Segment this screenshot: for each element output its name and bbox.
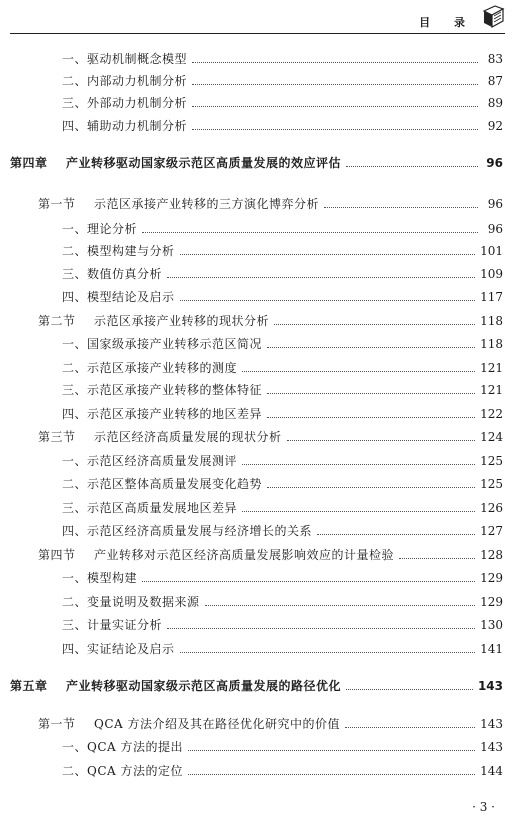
- dot-leader: [274, 324, 475, 325]
- dot-leader: [188, 774, 475, 775]
- toc-item-row: [62, 90, 503, 110]
- toc-page-number: 92: [487, 119, 503, 133]
- toc-entry-title: [38, 430, 282, 444]
- dot-leader: [205, 605, 476, 606]
- toc-entry-title: [62, 74, 187, 88]
- toc-entry-number: 第四节: [38, 548, 76, 562]
- toc-page-number: 126: [480, 501, 503, 515]
- toc-page-number: 144: [480, 764, 503, 778]
- dot-leader: [167, 628, 475, 629]
- toc-entry-title: [62, 244, 175, 258]
- header-title: 目 录: [419, 16, 475, 29]
- toc-entry-title: [62, 119, 187, 133]
- book-icon: [481, 3, 505, 29]
- toc-section-row: [38, 191, 503, 211]
- toc-page-number: 129: [480, 595, 503, 609]
- toc-entry-title: [62, 96, 187, 110]
- toc-page-number: 130: [480, 618, 503, 632]
- toc-item-row: [62, 355, 503, 375]
- toc-entry-text: 二、变量说明及数据来源: [62, 595, 200, 609]
- toc-item-row: [62, 46, 503, 66]
- dot-leader: [267, 487, 475, 488]
- toc-entry-text: 一、驱动机制概念模型: [62, 52, 188, 66]
- toc-page-number: 87: [487, 74, 503, 88]
- toc-entry-text: 三、示范区承接产业转移的整体特征: [62, 383, 263, 397]
- toc-entry-text: 四、模型结论及启示: [62, 290, 175, 304]
- toc-page-number: 121: [480, 383, 503, 397]
- toc-item-row: [62, 216, 503, 236]
- toc-item-row: [62, 518, 503, 538]
- toc-entry-title: [38, 548, 394, 562]
- toc-item-row: [62, 284, 503, 304]
- toc-page-number: 129: [480, 571, 503, 585]
- toc-entry-title: [10, 679, 341, 693]
- toc-entry-number: 第三节: [38, 430, 76, 444]
- dot-leader: [188, 750, 475, 751]
- dot-leader: [180, 652, 476, 653]
- toc-item-row: [62, 448, 503, 468]
- toc-entry-title: [62, 407, 262, 421]
- toc-page-number: 127: [480, 524, 503, 538]
- dot-leader: [267, 393, 475, 394]
- toc-entry-number: 第一节: [38, 197, 76, 211]
- dot-leader: [192, 62, 478, 63]
- toc-entry-text: 二、模型构建与分析: [62, 244, 175, 258]
- dot-leader: [346, 166, 478, 167]
- toc-entry-title: [62, 595, 200, 609]
- toc-page-number: 118: [480, 314, 503, 328]
- dot-leader: [167, 277, 475, 278]
- toc-page-number: 125: [480, 477, 503, 491]
- dot-leader: [287, 440, 476, 441]
- toc-page-number: 125: [480, 454, 503, 468]
- toc-entry-text: 二、示范区承接产业转移的测度: [62, 361, 238, 375]
- toc-entry-title: [62, 618, 162, 632]
- dot-leader: [242, 511, 475, 512]
- dot-leader: [180, 300, 476, 301]
- toc-page-number: 89: [487, 96, 503, 110]
- dot-leader: [192, 106, 478, 107]
- toc-entry-text: 四、辅助动力机制分析: [62, 119, 188, 133]
- toc-item-row: [62, 734, 503, 754]
- toc-chapter-row: [10, 673, 503, 693]
- toc-entry-text: 三、示范区高质量发展地区差异: [62, 501, 238, 515]
- toc-entry-title: [62, 764, 183, 778]
- toc-entry-title: [62, 267, 162, 281]
- dot-leader: [267, 347, 475, 348]
- toc-entry-title: [62, 477, 262, 491]
- toc-entry-title: [62, 383, 262, 397]
- dot-leader: [242, 371, 475, 372]
- dot-leader: [180, 254, 476, 255]
- toc-entry-title: [10, 156, 341, 170]
- toc-entry-title: [62, 222, 137, 236]
- toc-entry-text: 一、QCA 方法的提出: [62, 740, 184, 754]
- toc-entry-text: 三、数值仿真分析: [62, 267, 163, 281]
- toc-entry-text: 四、示范区承接产业转移的地区差异: [62, 407, 263, 421]
- toc-entry-title: [62, 501, 237, 515]
- toc-item-row: [62, 471, 503, 491]
- toc-item-row: [62, 261, 503, 281]
- dot-leader: [192, 84, 478, 85]
- dot-leader: [192, 129, 478, 130]
- toc-section-row: [38, 542, 503, 562]
- toc-page-number: 101: [480, 244, 503, 258]
- toc-item-row: [62, 758, 503, 778]
- toc-entry-text: 示范区经济高质量发展的现状分析: [94, 430, 282, 444]
- toc-entry-number: 第四章: [10, 156, 48, 170]
- toc-entry-number: 第二节: [38, 314, 76, 328]
- toc-entry-title: [62, 740, 183, 754]
- dot-leader: [345, 727, 475, 728]
- toc-entry-text: 产业转移对示范区经济高质量发展影响效应的计量检验: [94, 548, 395, 562]
- toc-section-row: [38, 711, 503, 731]
- toc-entry-text: 产业转移驱动国家级示范区高质量发展的效应评估: [66, 156, 342, 170]
- toc-entry-title: [62, 52, 187, 66]
- toc-page-number: 143: [480, 717, 503, 731]
- dot-leader: [317, 534, 475, 535]
- toc-page-number: 128: [480, 548, 503, 562]
- toc-page-number: 143: [480, 740, 503, 754]
- dot-leader: [142, 232, 478, 233]
- toc-entry-title: [62, 337, 262, 351]
- toc-entry-text: 示范区承接产业转移的三方演化博弈分析: [94, 197, 320, 211]
- toc-entry-text: 一、国家级承接产业转移示范区简况: [62, 337, 263, 351]
- toc-item-row: [62, 331, 503, 351]
- toc-entry-title: [62, 524, 312, 538]
- toc-entry-title: [62, 361, 237, 375]
- toc-page-number: 118: [480, 337, 503, 351]
- toc-entry-title: [62, 642, 175, 656]
- toc-item-row: [62, 238, 503, 258]
- toc-item-row: [62, 565, 503, 585]
- dot-leader: [324, 207, 478, 208]
- toc-item-row: [62, 612, 503, 632]
- toc-entry-text: 四、示范区经济高质量发展与经济增长的关系: [62, 524, 313, 538]
- toc-entry-text: 一、模型构建: [62, 571, 138, 585]
- toc-page-number: 96: [487, 197, 503, 211]
- toc-item-row: [62, 401, 503, 421]
- toc-entry-text: 二、内部动力机制分析: [62, 74, 188, 88]
- toc-entry-text: 三、外部动力机制分析: [62, 96, 188, 110]
- toc-entry-text: QCA 方法介绍及其在路径优化研究中的价值: [94, 717, 341, 731]
- toc-item-row: [62, 589, 503, 609]
- toc-page-number: 96: [487, 222, 503, 236]
- toc-entry-text: 二、QCA 方法的定位: [62, 764, 184, 778]
- dot-leader: [242, 464, 475, 465]
- toc-item-row: [62, 113, 503, 133]
- toc-page-number: 122: [480, 407, 503, 421]
- toc-entry-text: 一、理论分析: [62, 222, 138, 236]
- toc-entry-text: 产业转移驱动国家级示范区高质量发展的路径优化: [66, 679, 342, 693]
- toc-entry-title: [38, 197, 319, 211]
- toc-page-number: 124: [480, 430, 503, 444]
- toc-entry-text: 二、示范区整体高质量发展变化趋势: [62, 477, 263, 491]
- toc-page-number: 141: [480, 642, 503, 656]
- header-divider: [10, 33, 505, 34]
- toc-entry-text: 三、计量实证分析: [62, 618, 163, 632]
- dot-leader: [346, 689, 473, 690]
- toc-entry-text: 四、实证结论及启示: [62, 642, 175, 656]
- toc-page-number: 143: [477, 679, 503, 693]
- toc-page-number: 83: [487, 52, 503, 66]
- toc-entry-title: [62, 290, 175, 304]
- toc-item-row: [62, 495, 503, 515]
- toc-item-row: [62, 377, 503, 397]
- toc-page-number: 109: [480, 267, 503, 281]
- toc-entry-title: [62, 454, 237, 468]
- toc-entry-text: 示范区承接产业转移的现状分析: [94, 314, 270, 328]
- dot-leader: [142, 581, 475, 582]
- toc-section-row: [38, 308, 503, 328]
- page-header: [10, 0, 505, 34]
- toc-section-row: [38, 424, 503, 444]
- dot-leader: [267, 417, 475, 418]
- page-number: · 3 ·: [472, 800, 495, 814]
- toc-item-row: [62, 636, 503, 656]
- toc-entry-title: [38, 314, 269, 328]
- toc-entry-text: 一、示范区经济高质量发展测评: [62, 454, 238, 468]
- toc-entry-title: [62, 571, 137, 585]
- toc-page-number: 121: [480, 361, 503, 375]
- toc-entry-title: [38, 717, 340, 731]
- toc-chapter-row: [10, 150, 503, 170]
- toc-entry-number: 第五章: [10, 679, 48, 693]
- toc-item-row: [62, 68, 503, 88]
- toc-entry-number: 第一节: [38, 717, 76, 731]
- dot-leader: [399, 558, 475, 559]
- toc-page-number: 96: [486, 156, 503, 170]
- toc-page-number: 117: [480, 290, 503, 304]
